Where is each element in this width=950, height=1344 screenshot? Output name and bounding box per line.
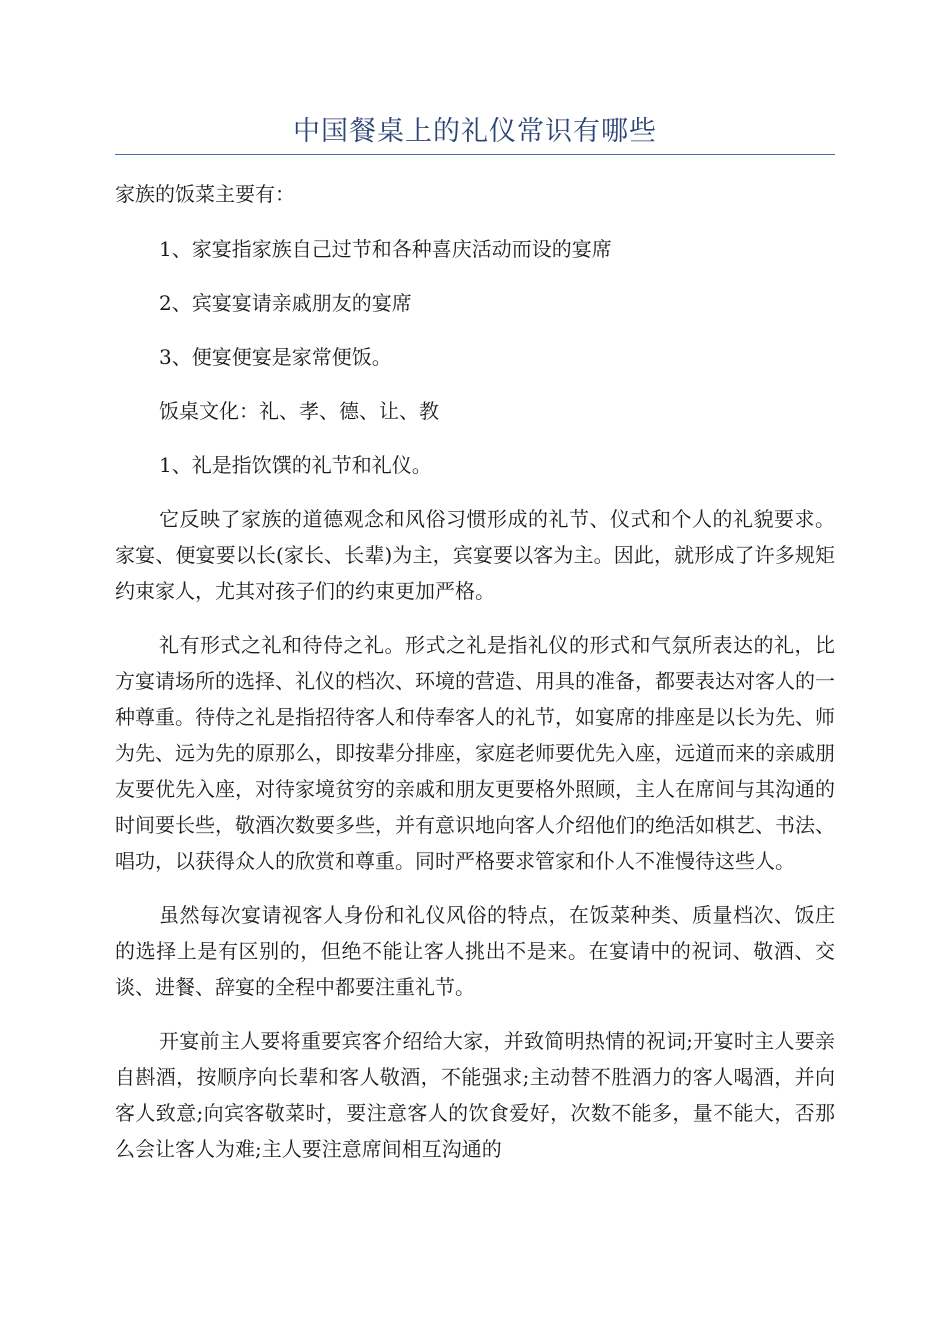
document-body — [115, 176, 835, 1185]
paragraph-etiquette-reflection: 它反映了家族的道德观念和风俗习惯形成的礼节、仪式和个人的礼貌要求。家宴、便宴要以长(家长、长辈)为主，宾宴要以客为主。因此，就形成了许多规矩约束家人，尤其对孩子们的约束更加严格。 — [115, 507, 835, 603]
paragraph-banquet-details: 虽然每次宴请视客人身份和礼仪风俗的特点，在饭菜种类、质量档次、饭庄的选择上是有区别的，但绝不能让客人挑出不是来。在宴请中的祝词、敬酒、交谈、进餐、辞宴的全程中都要注重礼节。 — [115, 903, 835, 999]
paragraph-intro: 家族的饭菜主要有： — [115, 182, 295, 206]
paragraph-table-culture: 饭桌文化：礼、孝、德、让、教 — [159, 399, 439, 423]
list-item-etiquette: 1、礼是指饮馔的礼节和礼仪。 — [159, 453, 432, 477]
list-item-guest-banquet: 2、宾宴宴请亲戚朋友的宴席 — [159, 291, 412, 315]
list-item-casual-meal: 3、便宴便宴是家常便饭。 — [159, 345, 392, 369]
paragraph-etiquette-forms: 礼有形式之礼和待侍之礼。形式之礼是指礼仪的形式和气氛所表达的礼，比方宴请场所的选择、礼仪的档次、环境的营造、用具的准备，都要表达对客人的一种尊重。待侍之礼是指招待客人和侍奉客人的礼节，如宴席的排座是以长为先、师为先、远为先的原那么，即按辈分排座，家庭老师要优先入座，远道而来的亲戚朋友要优先入座，对待家境贫穷的亲戚和朋友更要格外照顾，主人在席间与其沟通的时间要长些，敬酒次数要多些，并有意识地向客人介绍他们的绝活如棋艺、书法、唱功，以获得众人的欣赏和尊重。同时严格要求管家和仆人不准慢待这些人。 — [115, 633, 835, 873]
list-item-family-banquet: 1、家宴指家族自己过节和各种喜庆活动而设的宴席 — [159, 237, 612, 261]
title-divider — [115, 154, 835, 155]
document-title: 中国餐桌上的礼仪常识有哪些 — [293, 116, 657, 147]
paragraph-opening-banquet: 开宴前主人要将重要宾客介绍给大家，并致简明热情的祝词;开宴时主人要亲自斟酒，按顺序向长辈和客人敬酒，不能强求;主动替不胜酒力的客人喝酒，并向客人致意;向宾客敬菜时，要注意客人的饮食爱好，次数不能多，量不能大，否那么会让客人为难;主人要注意席间相互沟通的 — [115, 1029, 835, 1161]
